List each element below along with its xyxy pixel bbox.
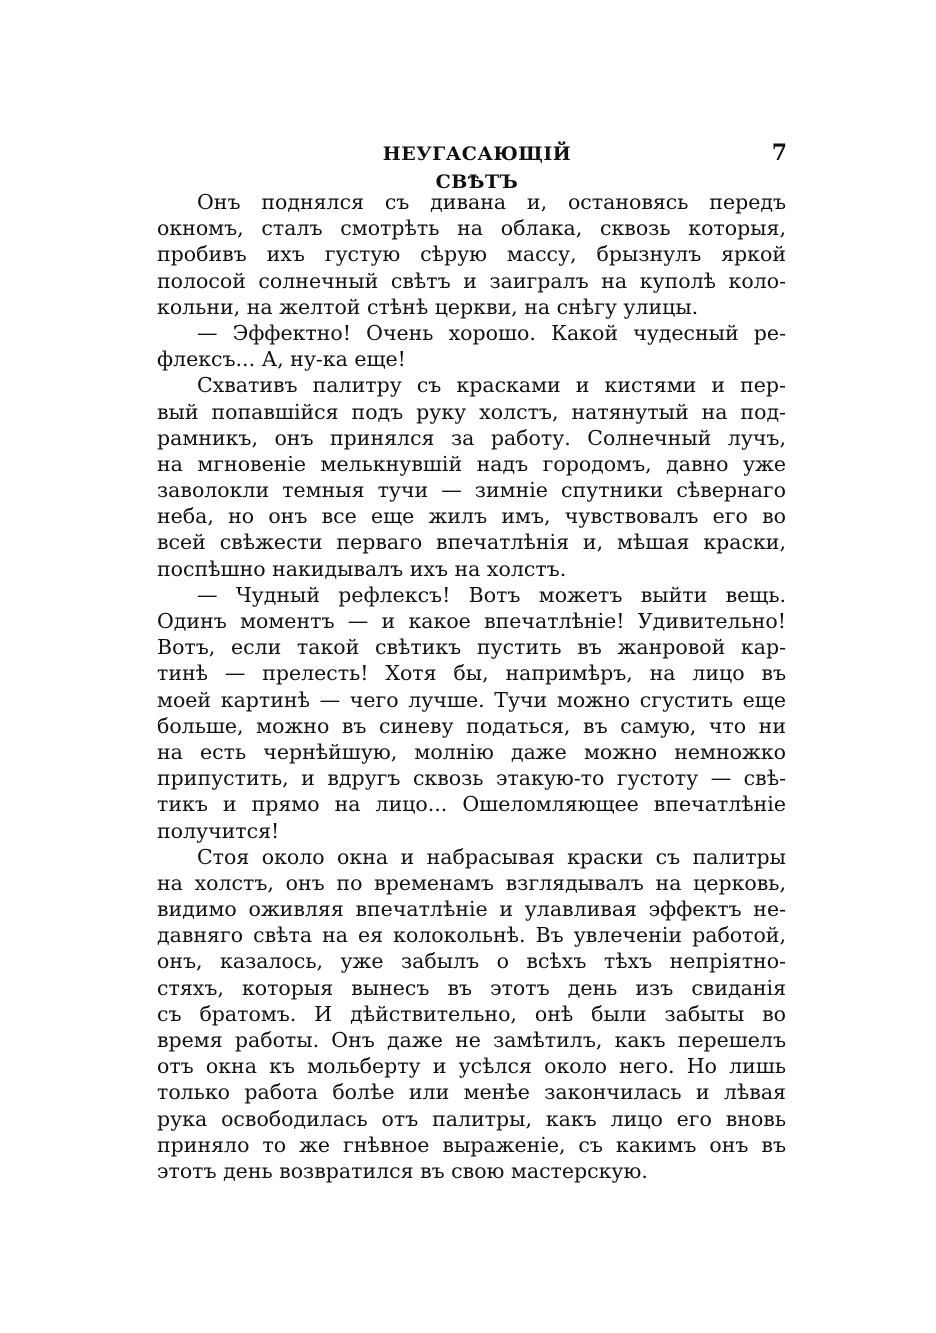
text-line: тинѣ — прелесть! Хотя бы, напримѣръ, на лицо въ	[157, 661, 786, 686]
text-line: полосой солнечный свѣтъ и заигралъ на куполѣ коло-	[157, 268, 786, 293]
text-line: рука освободилась отъ палитры, какъ лицо его вновь	[157, 1106, 786, 1131]
page-header	[157, 136, 789, 193]
page-number: 7	[771, 140, 787, 166]
text-line: поспѣшно накидывалъ ихъ на холстъ.	[157, 556, 567, 581]
text-line: стяхъ, которыя вынесъ въ этотъ день изъ свиданія	[157, 975, 786, 1000]
text-line: тикъ и прямо на лицо... Ошеломляющее впечатлѣніе	[157, 792, 786, 817]
text-line: больше, можно въ синеву податься, въ самую, что ни	[157, 713, 786, 738]
text-line: моей картинѣ — чего лучше. Тучи можно сгустить еще	[157, 687, 786, 712]
text-line: заволокли темныя тучи — зимніе спутники сѣвернаго	[157, 478, 786, 503]
running-title: НЕУГАСАЮЩІЙ СВѢТЪ	[382, 143, 572, 193]
text-line: Онъ поднялся съ дивана и, остановясь передъ	[197, 190, 786, 214]
text-line: приняло то же гнѣвное выраженіе, съ какимъ онъ въ	[157, 1132, 786, 1157]
text-line: видимо оживляя впечатлѣніе и улавливая эффектъ не-	[157, 897, 786, 922]
text-line: окномъ, сталъ смотрѣть на облака, сквозь которыя,	[157, 216, 786, 241]
text-line: Вотъ, если такой свѣтикъ пустить въ жанровой кар-	[157, 635, 786, 660]
text-line: всей свѣжести перваго впечатлѣнія и, мѣшая краски,	[157, 530, 786, 555]
text-line: — Чудный рефлексъ! Вотъ можетъ выйти вещь.	[197, 582, 786, 607]
text-line: Стоя около окна и набрасывая краски съ палитры	[197, 844, 786, 869]
text-line: на есть чернѣйшую, молнію даже можно немножко	[157, 739, 786, 764]
text-line: онъ, казалось, уже забылъ о всѣхъ тѣхъ непріятно-	[157, 949, 786, 974]
text-line: флексъ... А, ну-ка еще!	[157, 347, 406, 372]
text-line: Схвативъ палитру съ красками и кистями и пер-	[197, 373, 786, 398]
text-line: давняго свѣта на ея колокольнѣ. Въ увлеченіи работой,	[157, 923, 786, 948]
text-line: съ братомъ. И дѣйствительно, онѣ были забыты во	[157, 1001, 786, 1026]
text-line: время работы. Онъ даже не замѣтилъ, какъ перешелъ	[157, 1028, 786, 1052]
text-line: вый попавшійся подъ руку холстъ, натянутый на под-	[157, 399, 786, 424]
text-line: Одинъ моментъ — и какое впечатлѣніе! Удивительно!	[157, 609, 786, 633]
text-line: получится!	[157, 818, 280, 843]
text-line: неба, но онъ все еще жилъ имъ, чувствовалъ его во	[157, 504, 786, 529]
body-text	[157, 189, 786, 1184]
text-line: пробивъ ихъ густую сѣрую массу, брызнулъ яркой	[157, 242, 786, 267]
text-line: припустить, и вдругъ сквозь этакую-то густоту — свѣ-	[157, 766, 786, 791]
text-line: отъ окна къ мольберту и усѣлся около него. Но лишь	[157, 1054, 786, 1079]
text-line: только работа болѣе или менѣе закончилась и лѣвая	[157, 1080, 786, 1105]
text-line: кольни, на желтой стѣнѣ церкви, на снѣгу улицы.	[157, 294, 699, 319]
text-line: — Эффектно! Очень хорошо. Какой чудесный ре-	[197, 320, 786, 345]
text-line: этотъ день возвратился въ свою мастерскую.	[157, 1158, 648, 1183]
text-line: на мгновеніе мелькнувшій надъ городомъ, давно уже	[157, 451, 786, 476]
text-line: рамникъ, онъ принялся за работу. Солнечный лучъ,	[157, 425, 786, 450]
text-line: на холстъ, онъ по временамъ взглядывалъ на церковь,	[157, 870, 786, 895]
